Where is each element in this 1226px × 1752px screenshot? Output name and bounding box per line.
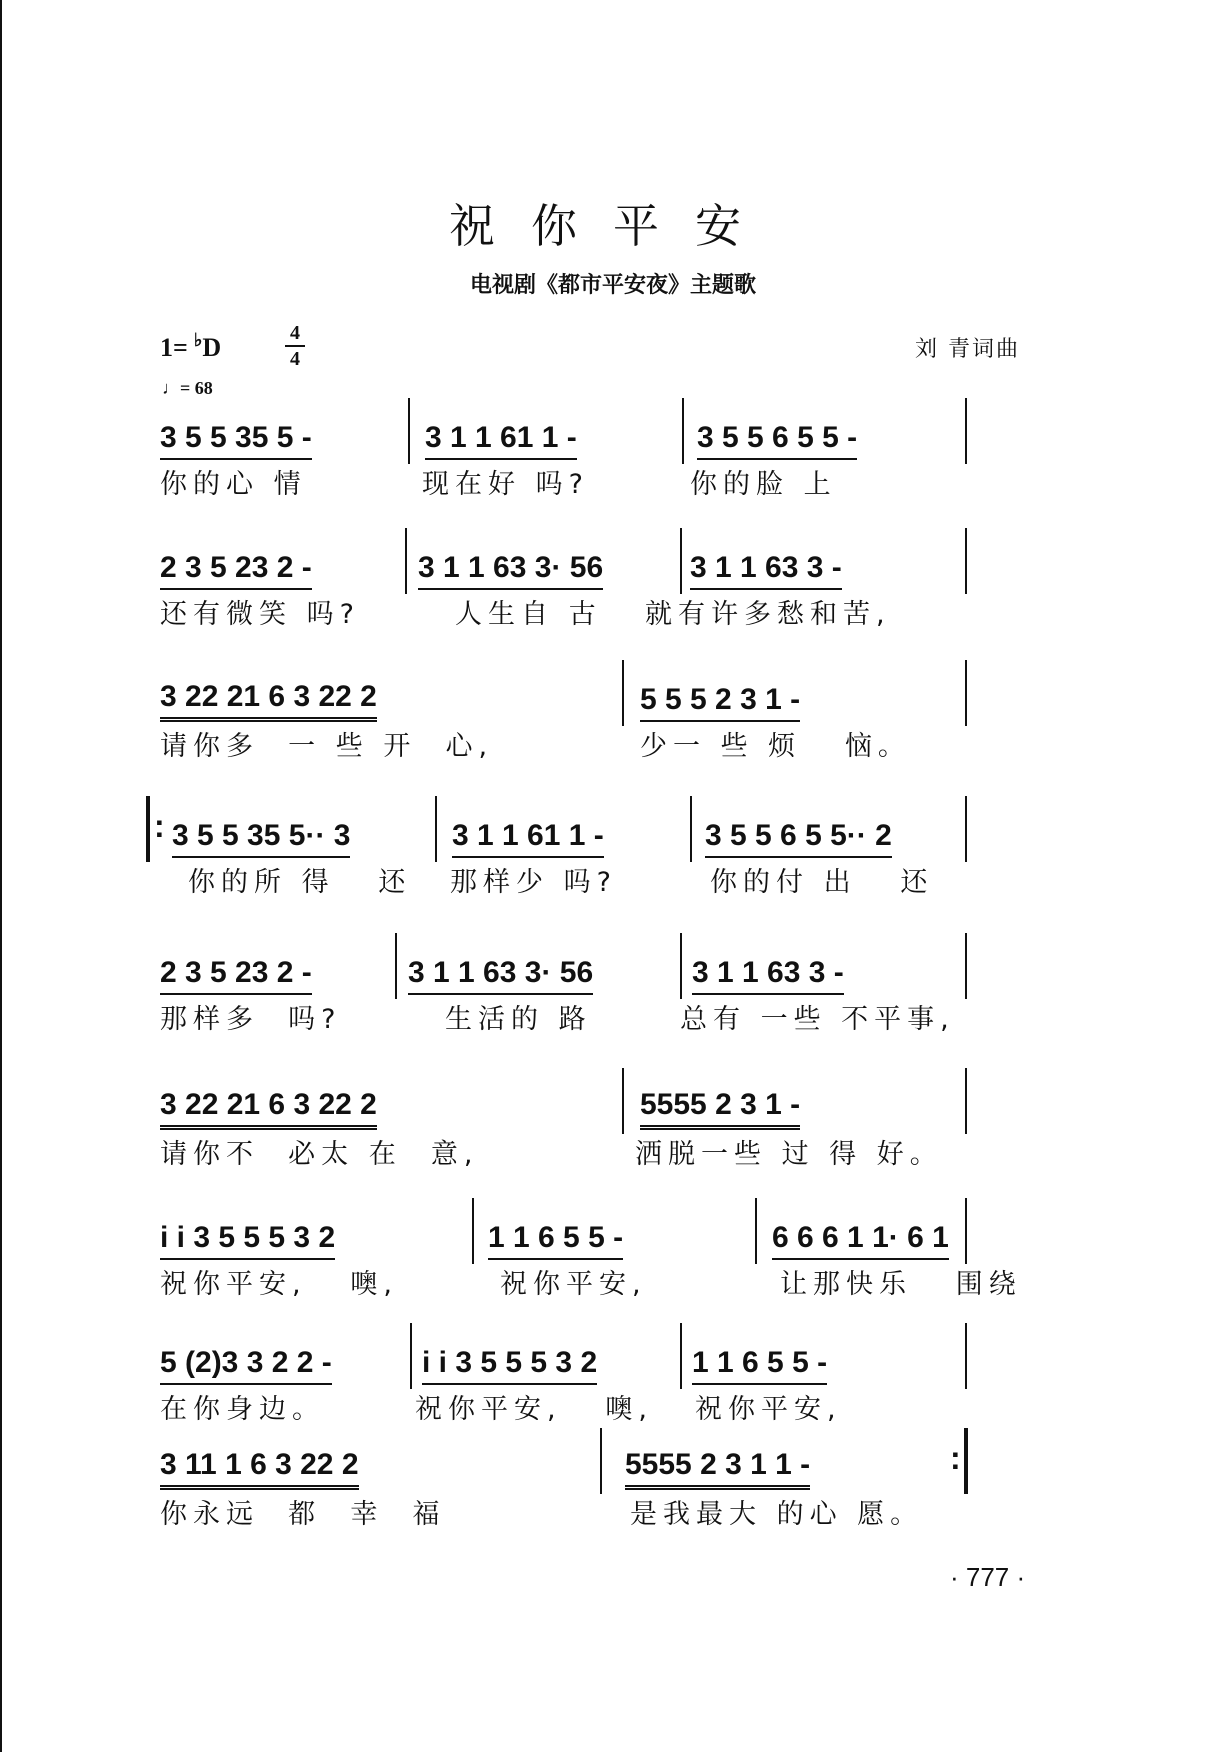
note-group: 3 1 1 61 1 - <box>452 819 604 858</box>
time-signature-top: 4 <box>290 322 300 344</box>
measure <box>160 945 326 995</box>
key-signature <box>160 330 221 363</box>
time-signature-bottom: 4 <box>290 348 300 370</box>
barline <box>965 660 967 726</box>
notes-row <box>160 672 1080 722</box>
note-group: 6 6 6 1 1· 6 1 <box>772 1221 949 1260</box>
lyric-segment: 洒脱一些 过 得 好。 <box>635 1139 943 1170</box>
measure <box>705 808 906 858</box>
time-signature-divider <box>285 345 305 347</box>
barline <box>680 933 682 999</box>
page-left-border <box>0 0 2 1752</box>
lyrics-row <box>160 592 1080 632</box>
measure <box>418 540 617 590</box>
lyric-segment: 是我最大 的心 愿。 <box>630 1499 924 1530</box>
note-group: 5 (2)3 3 2 2 - <box>160 1346 332 1385</box>
barline <box>965 528 967 594</box>
note-group: 3 22 21 6 3 22 2 <box>160 1088 377 1130</box>
repeat-end-sign <box>950 1428 968 1494</box>
barline <box>690 796 692 862</box>
barline <box>435 796 437 862</box>
measure <box>488 1210 637 1260</box>
lyrics-row <box>160 1132 1080 1172</box>
repeat-start-sign <box>146 796 162 862</box>
note-group: i i 3 5 5 5 3 2 <box>422 1346 597 1385</box>
lyric-segment: 就有许多愁和苦, <box>645 599 891 630</box>
measure <box>692 1335 841 1385</box>
lyric-segment: 你的心 情 <box>160 469 307 500</box>
barline <box>395 933 397 999</box>
measure <box>697 410 871 460</box>
note-group: 3 1 1 61 1 - <box>425 421 577 460</box>
notes-row <box>160 1080 1080 1130</box>
measure <box>160 1210 349 1260</box>
lyric-segment: 在你身边。 <box>160 1394 325 1425</box>
lyric-segment: 生活的 路 <box>445 1004 592 1035</box>
key-note: D <box>202 333 222 362</box>
note-group: 3 5 5 6 5 5 - <box>697 421 857 460</box>
lyric-segment: 祝你平安, 噢, <box>160 1269 398 1300</box>
measure <box>452 808 618 858</box>
measure <box>422 1335 611 1385</box>
measure <box>425 410 591 460</box>
composer-credit: 刘 青词曲 <box>915 337 1020 362</box>
note-group: 3 1 1 63 3· 56 <box>408 956 593 995</box>
lyric-segment: 那样多 吗? <box>160 1004 342 1035</box>
note-group: 1 1 6 5 5 - <box>692 1346 827 1385</box>
note-group: 3 22 21 6 3 22 2 <box>160 680 377 722</box>
lyric-segment: 那样少 吗? <box>450 867 617 898</box>
lyric-segment: 少一 些 烦 恼。 <box>640 731 911 762</box>
notes-row <box>160 1210 1080 1260</box>
lyrics-row <box>160 1492 1080 1532</box>
measure <box>692 945 858 995</box>
barline <box>600 1428 602 1494</box>
barline <box>965 933 967 999</box>
key-label: 1= <box>160 333 188 362</box>
note-group: 3 5 5 6 5 5·· 2 <box>705 819 892 858</box>
measure <box>690 540 856 590</box>
barline <box>622 1068 624 1134</box>
measure <box>160 1335 346 1385</box>
lyric-segment: 请你不 必太 在 意, <box>160 1139 479 1170</box>
barline <box>965 398 967 464</box>
notes-row <box>160 945 1080 995</box>
lyric-segment: 你的所 得 还 <box>188 867 412 898</box>
measure <box>625 1440 824 1490</box>
time-signature <box>285 322 305 370</box>
note-group: 3 11 1 6 3 22 2 <box>160 1448 359 1490</box>
notes-row <box>160 410 1080 460</box>
note-group: 3 5 5 35 5 - <box>160 421 312 460</box>
notes-row <box>160 808 1080 858</box>
measure <box>408 945 607 995</box>
note-group: 3 1 1 63 3 - <box>692 956 844 995</box>
lyric-segment: 你永远 都 幸 福 <box>160 1499 446 1530</box>
barline <box>472 1198 474 1264</box>
barline <box>965 1323 967 1389</box>
barline <box>680 528 682 594</box>
measure <box>160 540 326 590</box>
note-group: 3 5 5 35 5·· 3 <box>172 819 350 858</box>
note-group: 3 1 1 63 3 - <box>690 551 842 590</box>
barline <box>965 1068 967 1134</box>
measure <box>172 808 364 858</box>
note-group: 3 1 1 63 3· 56 <box>418 551 603 590</box>
measure <box>160 410 326 460</box>
lyric-segment: 现在好 吗? <box>422 469 589 500</box>
lyric-segment: 祝你平安, <box>695 1394 842 1425</box>
barline <box>755 1198 757 1264</box>
lyrics-row <box>160 860 1080 900</box>
flat-icon: ♭ <box>193 330 203 350</box>
note-group: 5 5 5 2 3 1 - <box>640 683 800 722</box>
lyric-segment: 请你多 一 些 开 心, <box>160 731 494 762</box>
lyrics-row <box>160 997 1080 1037</box>
barline <box>622 660 624 726</box>
measure <box>640 672 814 722</box>
lyric-segment: 你的脸 上 <box>690 469 837 500</box>
lyrics-row <box>160 1387 1080 1427</box>
tempo-marking: ♩= 68 <box>162 378 213 398</box>
measure <box>640 1080 814 1130</box>
lyric-segment: 祝你平安, <box>500 1269 647 1300</box>
measure <box>160 1440 373 1490</box>
barline <box>408 398 410 464</box>
measure <box>772 1210 963 1260</box>
note-group: 1 1 6 5 5 - <box>488 1221 623 1260</box>
lyric-segment: 还有微笑 吗? <box>160 599 360 630</box>
notes-row <box>160 1335 1080 1385</box>
note-group: 5555 2 3 1 - <box>640 1088 800 1130</box>
lyric-segment: 人生自 古 <box>455 599 602 630</box>
note-group: 2 3 5 23 2 - <box>160 551 312 590</box>
lyric-segment: 总有 一些 不平事, <box>680 1004 955 1035</box>
barline <box>680 1323 682 1389</box>
lyric-segment: 祝你平安, 噢, <box>415 1394 653 1425</box>
lyrics-row <box>160 462 1080 502</box>
measure <box>160 1080 391 1130</box>
notes-row <box>160 1440 1080 1490</box>
notes-row <box>160 540 1080 590</box>
note-group: 5555 2 3 1 1 - <box>625 1448 810 1490</box>
song-subtitle: 电视剧《都市平安夜》主题歌 <box>469 273 756 298</box>
measure <box>160 672 391 722</box>
barline <box>965 1198 967 1264</box>
lyric-segment: 你的付 出 还 <box>710 867 934 898</box>
lyrics-row <box>160 1262 1080 1302</box>
barline <box>965 796 967 862</box>
lyrics-row <box>160 724 1080 764</box>
barline <box>682 398 684 464</box>
barline <box>405 528 407 594</box>
note-group: i i 3 5 5 5 3 2 <box>160 1221 335 1260</box>
lyric-segment: 让那快乐 围绕 <box>780 1269 1022 1300</box>
page-number: · 777 · <box>950 1562 1026 1592</box>
note-group: 2 3 5 23 2 - <box>160 956 312 995</box>
song-title: 祝你平安 <box>449 199 777 253</box>
barline <box>410 1323 412 1389</box>
